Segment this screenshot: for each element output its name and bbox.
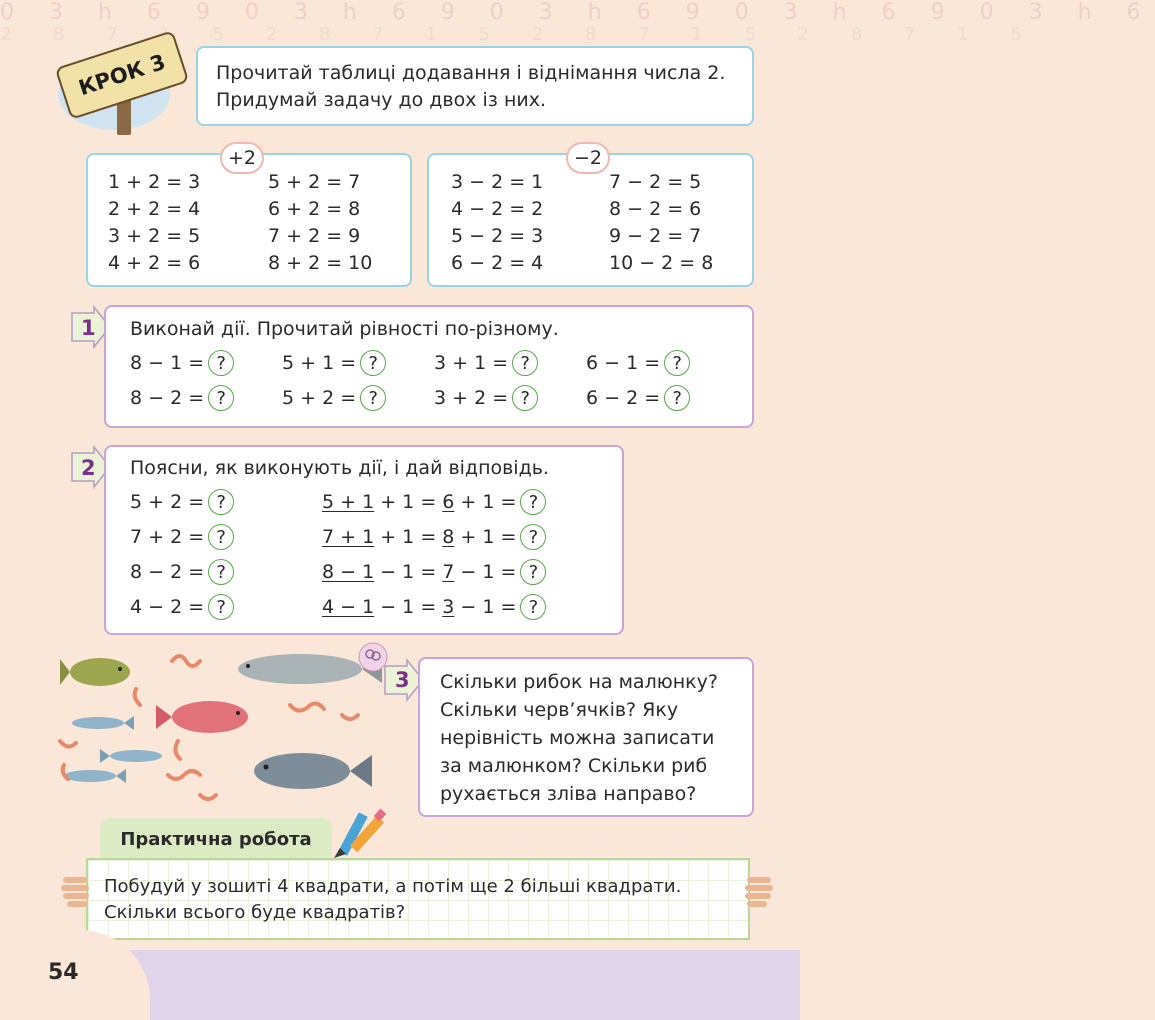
carp-fish-icon bbox=[60, 658, 130, 686]
task-1-equation: 5 + 2 = ? bbox=[282, 385, 386, 411]
equation: 10 − 2 = 8 bbox=[609, 252, 714, 274]
hand-left-icon bbox=[62, 870, 92, 910]
task-2-decomposition: 5 + 1 + 1 = 6 + 1 = ? bbox=[322, 489, 546, 515]
task-2-equation: 4 − 2 = ? bbox=[130, 594, 234, 620]
task-2-equation: 8 − 2 = ? bbox=[130, 559, 234, 585]
answer-placeholder[interactable]: ? bbox=[360, 385, 386, 411]
tuna-fish-icon bbox=[254, 753, 372, 789]
small-fish-icon bbox=[72, 716, 134, 730]
page-number: 54 bbox=[48, 960, 79, 985]
task-3-number: 3 bbox=[395, 668, 410, 692]
task-1-number: 1 bbox=[81, 316, 96, 340]
answer-placeholder[interactable]: ? bbox=[208, 350, 234, 376]
equation: 2 + 2 = 4 bbox=[108, 198, 201, 220]
task-2-question: Поясни, як виконують дії, і дай відповідь. bbox=[130, 457, 549, 479]
fish-worms-illustration bbox=[60, 645, 400, 815]
equation: 6 − 2 = 4 bbox=[451, 252, 544, 274]
equation: 5 − 2 = 3 bbox=[451, 225, 544, 247]
task-1-equation: 5 + 1 = ? bbox=[282, 350, 386, 376]
intro-line-2: Придумай задачу до двох із них. bbox=[216, 89, 546, 111]
answer-placeholder[interactable]: ? bbox=[664, 350, 690, 376]
equation: 1 + 2 = 3 bbox=[108, 171, 201, 193]
equation: 6 + 2 = 8 bbox=[268, 198, 361, 220]
equation: 9 − 2 = 7 bbox=[609, 225, 702, 247]
equation: 7 + 2 = 9 bbox=[268, 225, 361, 247]
task-1-equation: 3 + 2 = ? bbox=[434, 385, 538, 411]
red-fish-icon bbox=[156, 701, 248, 733]
plus-two-badge: +2 bbox=[220, 142, 264, 174]
equation: 8 − 2 = 6 bbox=[609, 198, 702, 220]
task-1-equation: 3 + 1 = ? bbox=[434, 350, 538, 376]
answer-placeholder[interactable]: ? bbox=[520, 594, 546, 620]
task-2-decomposition: 8 − 1 − 1 = 7 − 1 = ? bbox=[322, 559, 546, 585]
subtraction-col-1 bbox=[451, 169, 543, 277]
step-label: КРОК 3 bbox=[75, 49, 169, 101]
equation: 3 + 2 = 5 bbox=[108, 225, 201, 247]
equation: 3 − 2 = 1 bbox=[451, 171, 544, 193]
pencils-icon bbox=[326, 808, 390, 862]
task-1-equation: 6 − 1 = ? bbox=[586, 350, 690, 376]
small-fish-icon bbox=[64, 769, 126, 783]
small-fish-icon bbox=[100, 749, 162, 763]
intro-line-1: Прочитай таблиці додавання і віднімання числа 2. bbox=[216, 62, 726, 84]
addition-col-1 bbox=[108, 169, 200, 277]
background-digits: 0 3 h 6 9 0 3 h 6 9 0 3 h 6 9 0 3 h 6 9 0 3 h 6 bbox=[0, 0, 1155, 25]
task-2-number: 2 bbox=[81, 456, 96, 480]
hand-right-icon bbox=[742, 870, 772, 910]
task-2-decomposition: 4 − 1 − 1 = 3 − 1 = ? bbox=[322, 594, 546, 620]
practical-work-label: Практична робота bbox=[100, 818, 332, 860]
answer-placeholder[interactable]: ? bbox=[208, 594, 234, 620]
answer-placeholder[interactable]: ? bbox=[360, 350, 386, 376]
task-1-question: Виконай дії. Прочитай рівності по-різному. bbox=[130, 318, 559, 340]
practical-work-text: Побудуй у зошиті 4 квадрати, а потім ще 2 більші квадрати. Скільки всього буде квадратів? bbox=[104, 876, 682, 923]
answer-placeholder[interactable]: ? bbox=[208, 559, 234, 585]
addition-col-2 bbox=[268, 169, 372, 277]
equation: 4 + 2 = 6 bbox=[108, 252, 201, 274]
answer-placeholder[interactable]: ? bbox=[208, 489, 234, 515]
answer-placeholder[interactable]: ? bbox=[664, 385, 690, 411]
task-3-question: Скільки рибок на малюнку? Скільки черв’ячків? Яку нерівність можна записати за малюнком? Скільки риб рухається зліва направо? bbox=[440, 671, 718, 805]
task-1-equation: 8 − 2 = ? bbox=[130, 385, 234, 411]
equation: 7 − 2 = 5 bbox=[609, 171, 702, 193]
task-2-decomposition: 7 + 1 + 1 = 8 + 1 = ? bbox=[322, 524, 546, 550]
answer-placeholder[interactable]: ? bbox=[208, 524, 234, 550]
answer-placeholder[interactable]: ? bbox=[520, 524, 546, 550]
answer-placeholder[interactable]: ? bbox=[520, 489, 546, 515]
intro-box bbox=[196, 46, 754, 126]
task-1-equation: 6 − 2 = ? bbox=[586, 385, 690, 411]
minus-two-badge: −2 bbox=[566, 142, 610, 174]
task-2-equation: 5 + 2 = ? bbox=[130, 489, 234, 515]
background-digits: 2 8 7 1 5 2 8 7 1 5 2 8 7 1 5 2 8 7 1 5 bbox=[0, 24, 1040, 45]
task-2-equation: 7 + 2 = ? bbox=[130, 524, 234, 550]
task-1-equation: 8 − 1 = ? bbox=[130, 350, 234, 376]
answer-placeholder[interactable]: ? bbox=[208, 385, 234, 411]
equation: 8 + 2 = 10 bbox=[268, 252, 373, 274]
subtraction-col-2 bbox=[609, 169, 713, 277]
equation: 5 + 2 = 7 bbox=[268, 171, 361, 193]
answer-placeholder[interactable]: ? bbox=[512, 385, 538, 411]
answer-placeholder[interactable]: ? bbox=[512, 350, 538, 376]
answer-placeholder[interactable]: ? bbox=[520, 559, 546, 585]
equation: 4 − 2 = 2 bbox=[451, 198, 544, 220]
